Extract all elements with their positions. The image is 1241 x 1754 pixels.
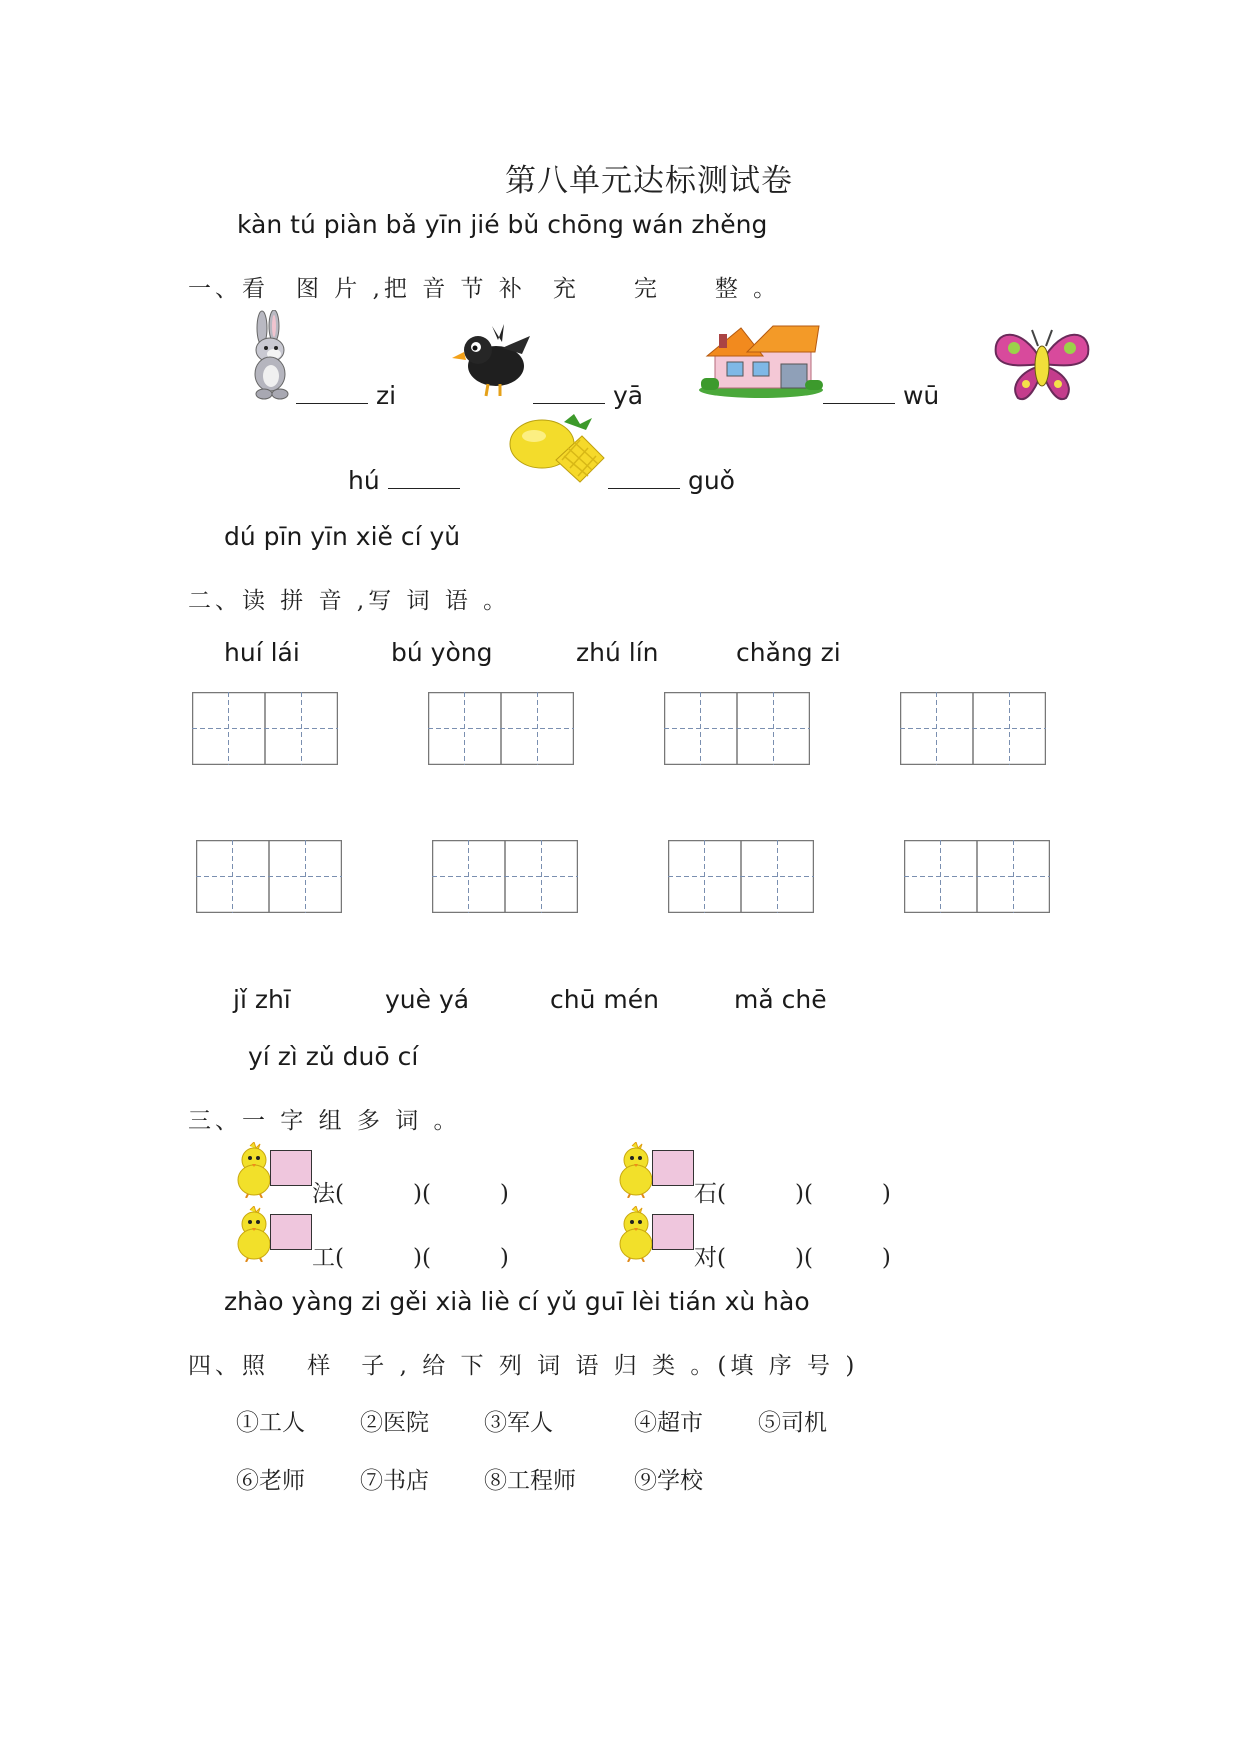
blank-item-1[interactable]	[296, 377, 396, 410]
chick-icon	[234, 1142, 274, 1202]
mango-icon	[508, 412, 610, 492]
option-item: ⑧工程师	[484, 1468, 576, 1494]
answer-slots[interactable]: ( )( )	[335, 1245, 509, 1271]
crow-icon	[452, 318, 534, 404]
pink-box	[270, 1214, 312, 1250]
pink-box	[270, 1150, 312, 1186]
writing-grid[interactable]	[904, 840, 1050, 913]
answer-slots[interactable]: ( )( )	[335, 1181, 509, 1207]
pinyin-word-2: bú yòng	[391, 638, 493, 667]
word-group-row[interactable]	[694, 1175, 891, 1208]
option-item: ④超市	[634, 1410, 703, 1436]
section3-pinyin-heading: yí zì zǔ duō cí	[248, 1042, 419, 1071]
option-item: ⑨学校	[634, 1468, 703, 1494]
writing-grid[interactable]	[428, 692, 574, 765]
option-item: ⑥老师	[236, 1468, 305, 1494]
syllable-wu: wū	[902, 381, 940, 410]
chick-icon	[616, 1142, 656, 1202]
section2-heading: 二、读 拼 音 ,写 词 语 。	[188, 588, 511, 614]
syllable-zi: zi	[375, 381, 397, 410]
char-gong: 工	[312, 1245, 335, 1271]
section1-pinyin-heading: kàn tú piàn bǎ yīn jié bǔ chōng wán zhěng	[237, 210, 768, 239]
pinyin-word-1: huí lái	[224, 638, 300, 667]
answer-slots[interactable]: ( )( )	[717, 1245, 891, 1271]
chick-icon	[234, 1206, 274, 1266]
blank-item-5[interactable]	[608, 462, 735, 495]
butterfly-icon	[992, 324, 1092, 408]
char-shi: 石	[694, 1181, 717, 1207]
writing-grid[interactable]	[668, 840, 814, 913]
section4-heading: 四、照 样 子 , 给 下 列 词 语 归 类 。(填 序 号 )	[188, 1353, 859, 1379]
writing-grid[interactable]	[196, 840, 342, 913]
pinyin-word-7: chū mén	[550, 985, 659, 1014]
page-title: 第八单元达标测试卷	[505, 163, 793, 199]
section4-pinyin-heading: zhào yàng zi gěi xià liè cí yǔ guī lèi tián xù hào	[224, 1287, 810, 1316]
word-group-row[interactable]	[312, 1239, 509, 1272]
answer-slots[interactable]: ( )( )	[717, 1181, 891, 1207]
word-group-row[interactable]	[312, 1175, 509, 1208]
pink-box	[652, 1214, 694, 1250]
option-item: ③军人	[484, 1410, 553, 1436]
section1-heading: 一、看 图 片 ,把 音 节 补 充 完 整 。	[188, 276, 781, 302]
option-item: ⑤司机	[758, 1410, 827, 1436]
syllable-ya: yā	[612, 381, 644, 410]
char-fa: 法	[312, 1181, 335, 1207]
section2-pinyin-heading: dú pīn yīn xiě cí yǔ	[224, 522, 461, 551]
writing-grid[interactable]	[664, 692, 810, 765]
syllable-hu: hú	[348, 466, 380, 495]
section3-heading: 三、一 字 组 多 词 。	[188, 1108, 461, 1134]
writing-grid[interactable]	[192, 692, 338, 765]
syllable-guo: guǒ	[687, 466, 735, 495]
pinyin-word-5: jǐ zhī	[233, 985, 291, 1014]
pink-box	[652, 1150, 694, 1186]
option-item: ⑦书店	[360, 1468, 429, 1494]
blank-item-3[interactable]	[823, 377, 939, 410]
chick-icon	[616, 1206, 656, 1266]
writing-grid[interactable]	[900, 692, 1046, 765]
pinyin-word-3: zhú lín	[576, 638, 659, 667]
writing-grid[interactable]	[432, 840, 578, 913]
pinyin-word-8: mǎ chē	[734, 985, 827, 1014]
pinyin-word-6: yuè yá	[385, 985, 470, 1014]
pinyin-word-4: chǎng zi	[736, 638, 841, 667]
blank-item-2[interactable]	[533, 377, 643, 410]
option-item: ②医院	[360, 1410, 429, 1436]
option-item: ①工人	[236, 1410, 305, 1436]
rabbit-icon	[244, 310, 300, 406]
house-icon	[697, 322, 825, 402]
char-dui: 对	[694, 1245, 717, 1271]
blank-item-4[interactable]	[348, 462, 460, 495]
word-group-row[interactable]	[694, 1239, 891, 1272]
